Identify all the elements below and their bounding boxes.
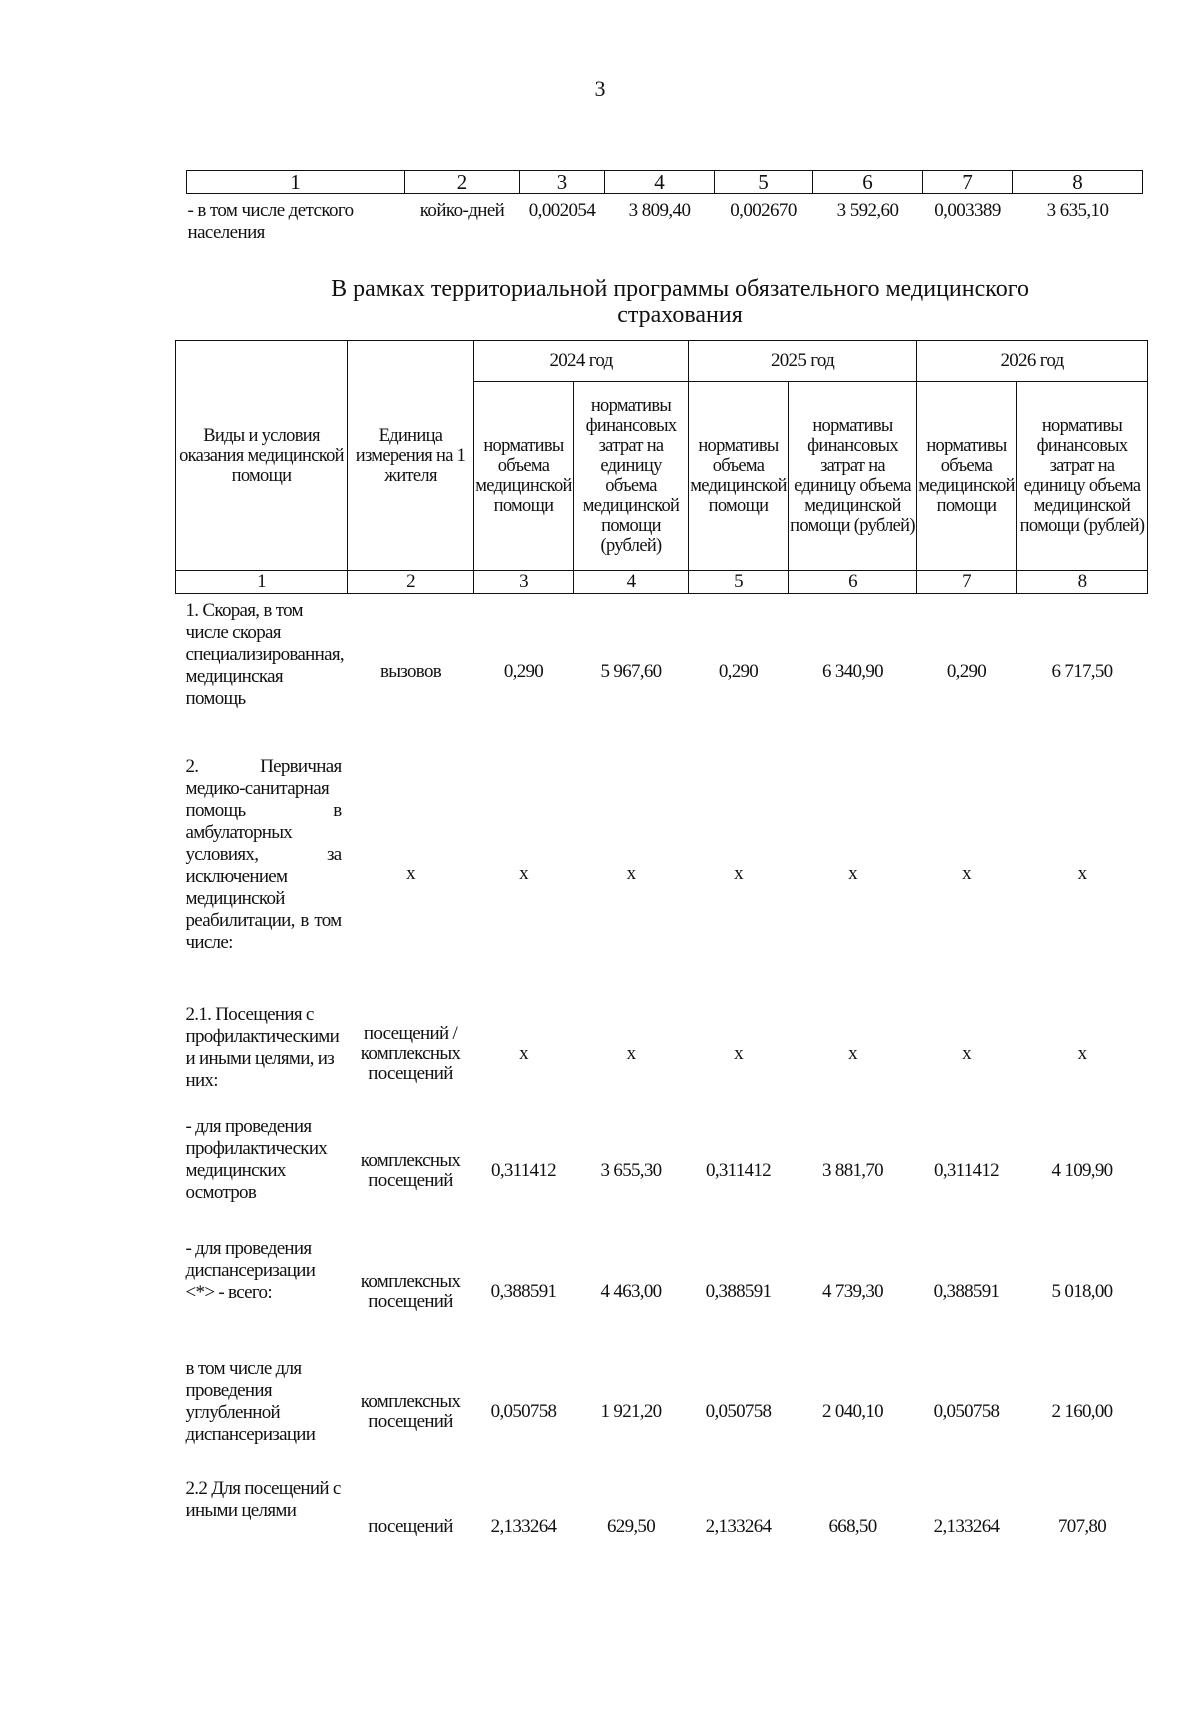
cell-value: х: [1077, 862, 1087, 884]
cell-value: 0,003389: [934, 200, 1001, 221]
cell-value: х: [962, 862, 971, 884]
cell-value: 0,290: [503, 660, 544, 682]
row-label: 1. Скорая, в том числе скорая специализированная, медицинская помощь: [185, 600, 344, 709]
cell-value: х: [626, 1042, 636, 1064]
header-year-2026: 2026 год: [917, 341, 1148, 382]
row-label: - для проведения диспансеризации <*> - всего:: [185, 1237, 316, 1303]
table-row: [176, 1352, 1148, 1472]
col-number: 1: [187, 171, 405, 194]
row-label: 2. Первичная медико-санитарная помощь в амбулаторных условиях, за исключением медицинской реабилитации, в том числе:: [185, 755, 342, 953]
col-number: 8: [1013, 171, 1143, 194]
col-number: 1: [176, 571, 348, 594]
continuation-header-row: [187, 171, 1143, 194]
cell-value: 0,290: [946, 660, 987, 682]
cell-value: х: [734, 1042, 743, 1064]
row-unit: комплексных посещений: [360, 1390, 461, 1432]
col-number: 4: [605, 171, 715, 194]
cell-value: 6 340,90: [822, 660, 883, 682]
cell-value: 0,388591: [705, 1280, 772, 1302]
cell-value: 3 635,10: [1046, 200, 1109, 221]
table-row: [176, 998, 1148, 1110]
row-unit: койко-дней: [419, 200, 505, 221]
cell-value: х: [734, 862, 743, 884]
cell-value: 668,50: [828, 1515, 877, 1537]
table-row: [176, 750, 1148, 998]
row-unit: вызовов: [379, 660, 442, 682]
cell-value: 4 463,00: [600, 1280, 662, 1302]
cell-value: 4 739,30: [822, 1280, 883, 1302]
col-number: 4: [574, 571, 689, 594]
col-number: 2: [405, 171, 520, 194]
col-number: 2: [348, 571, 474, 594]
cell-value: 0,290: [718, 660, 759, 682]
row-label: 2.1. Посещения с профилактическими и иными целями, из них:: [185, 1003, 340, 1091]
col-number: 5: [689, 571, 789, 594]
col-number: 7: [923, 171, 1013, 194]
header-year-2025: 2025 год: [689, 341, 917, 382]
row-label: - для проведения профилактических медицинских осмотров: [185, 1115, 328, 1203]
col-number: 3: [520, 171, 605, 194]
col-number: 7: [917, 571, 1017, 594]
cell-value: 0,002670: [730, 200, 797, 221]
header-cost-norm: нормативы финансовых затрат на единицу объема медицинской помощи (рублей): [1017, 382, 1148, 571]
header-cost-norm: нормативы финансовых затрат на единицу объема медицинской помощи (рублей): [789, 382, 917, 571]
cell-value: 629,50: [606, 1515, 656, 1537]
cell-value: 0,311412: [934, 1159, 999, 1181]
cell-value: 4 109,90: [1051, 1159, 1113, 1181]
cell-value: 2 160,00: [1051, 1400, 1113, 1422]
row-unit: посещений: [368, 1515, 453, 1537]
cell-value: 3 655,30: [600, 1159, 662, 1181]
cell-value: 0,311412: [706, 1159, 771, 1181]
cell-value: 5 018,00: [1051, 1280, 1113, 1302]
row-label: - в том числе детского населения: [187, 200, 354, 243]
header-volume-norm: нормативы объема медицинской помощи: [917, 382, 1017, 571]
section-heading: В рамках территориальной программы обязательного медицинского страхования: [331, 276, 1029, 328]
table-row: [176, 594, 1148, 750]
row-unit: посещений / комплексных посещений: [360, 1022, 461, 1084]
cell-value: 3 809,40: [628, 200, 691, 221]
col-number: 3: [474, 571, 574, 594]
cell-value: х: [626, 862, 636, 884]
cell-value: 6 717,50: [1051, 660, 1113, 682]
cell-value: х: [1077, 1042, 1087, 1064]
row-unit: х: [406, 862, 415, 884]
header-care-type: Виды и условия оказания медицинской помощи: [176, 341, 348, 571]
row-unit: комплексных посещений: [360, 1149, 461, 1191]
cell-value: 3 592,60: [836, 200, 899, 221]
header-row-numbers: [176, 571, 1148, 594]
row-label: 2.2 Для посещений с иными целями: [185, 1477, 341, 1521]
header-year-2024: 2024 год: [474, 341, 689, 382]
table-row: [187, 194, 1143, 246]
cell-value: 707,80: [1057, 1515, 1107, 1537]
cell-value: 5 967,60: [600, 660, 662, 682]
col-number: 6: [789, 571, 917, 594]
cell-value: 2,133264: [933, 1515, 1000, 1537]
cell-value: х: [848, 1042, 857, 1064]
cell-value: 0,388591: [933, 1280, 1000, 1302]
cell-value: 3 881,70: [822, 1159, 883, 1181]
table-row: [176, 1472, 1148, 1582]
row-label: в том числе для проведения углубленной диспансеризации: [185, 1357, 316, 1445]
cell-value: 0,050758: [933, 1400, 1000, 1422]
cell-value: х: [519, 862, 528, 884]
cell-value: 2 040,10: [822, 1400, 883, 1422]
cell-value: х: [519, 1042, 528, 1064]
cell-value: 0,002054: [528, 200, 596, 221]
table-row: [176, 1110, 1148, 1232]
oms-norms-table: [175, 340, 1148, 1582]
cell-value: х: [848, 862, 857, 884]
col-number: 6: [813, 171, 923, 194]
header-volume-norm: нормативы объема медицинской помощи: [474, 382, 574, 571]
table-row: [176, 1232, 1148, 1352]
cell-value: 0,050758: [490, 1400, 557, 1422]
row-unit: комплексных посещений: [360, 1270, 461, 1312]
col-number: 8: [1017, 571, 1148, 594]
header-volume-norm: нормативы объема медицинской помощи: [689, 382, 789, 571]
cell-value: 2,133264: [705, 1515, 772, 1537]
col-number: 5: [715, 171, 813, 194]
header-row-years: [176, 341, 1148, 382]
header-cost-norm: нормативы финансовых затрат на единицу объема медицинской помощи (рублей): [574, 382, 689, 571]
cell-value: 0,388591: [490, 1280, 557, 1302]
cell-value: 0,311412: [491, 1159, 556, 1181]
cell-value: х: [962, 1042, 971, 1064]
cell-value: 1 921,20: [600, 1400, 662, 1422]
cell-value: 0,050758: [705, 1400, 772, 1422]
page-number: 3: [594, 76, 606, 101]
continuation-table: [186, 170, 1143, 245]
header-unit: Единица измерения на 1 жителя: [348, 341, 474, 571]
cell-value: 2,133264: [490, 1515, 557, 1537]
